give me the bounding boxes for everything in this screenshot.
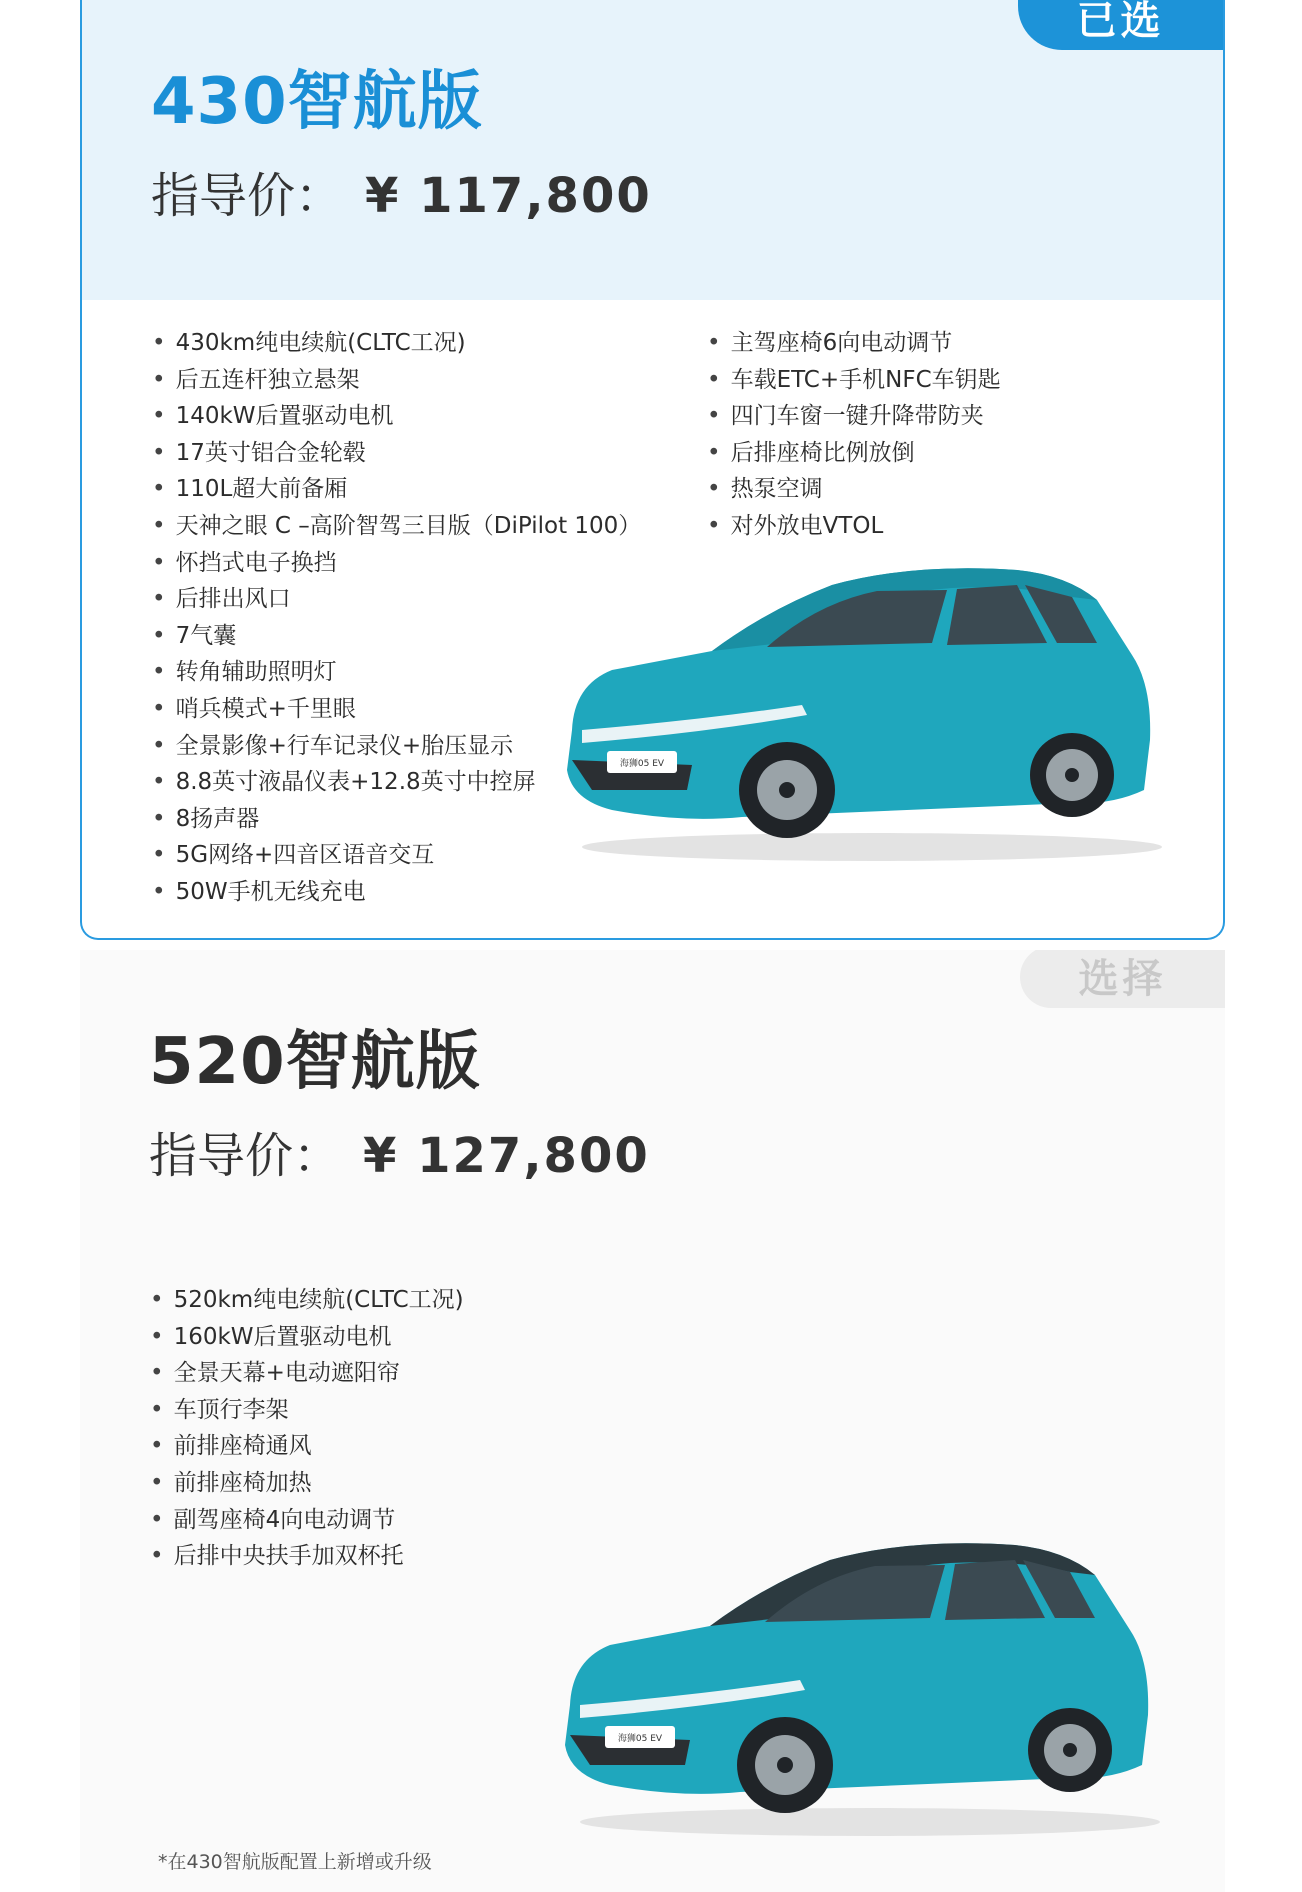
feature-item: • 车载ETC+手机NFC车钥匙	[707, 362, 1001, 399]
car-image	[552, 555, 1172, 875]
trim-card-520[interactable]	[80, 950, 1225, 1892]
feature-item: • 430km纯电续航(CLTC工况)	[152, 325, 641, 362]
feature-item: • 8扬声器	[152, 801, 641, 838]
feature-item: • 17英寸铝合金轮毂	[152, 435, 641, 472]
price-value: ¥ 127,800	[363, 1128, 650, 1184]
price-row	[149, 1128, 650, 1184]
feature-item: • 对外放电VTOL	[707, 508, 1001, 545]
feature-item: • 110L超大前备厢	[152, 471, 641, 508]
feature-item: • 后排中央扶手加双杯托	[150, 1538, 464, 1575]
feature-item: • 前排座椅通风	[150, 1428, 464, 1465]
feature-item: • 后五连杆独立悬架	[152, 362, 641, 399]
car-plate: 海狮05 EV	[617, 1734, 663, 1744]
feature-item: • 主驾座椅6向电动调节	[707, 325, 1001, 362]
feature-item: • 天神之眼 C –高阶智驾三目版（DiPilot 100）	[152, 508, 641, 545]
feature-item: • 怀挡式电子换挡	[152, 545, 641, 582]
price-value: ¥ 117,800	[365, 168, 652, 224]
feature-item: • 后排座椅比例放倒	[707, 435, 1001, 472]
feature-item: • 哨兵模式+千里眼	[152, 691, 641, 728]
feature-item: • 7气囊	[152, 618, 641, 655]
car-image	[550, 1530, 1170, 1850]
feature-item: • 8.8英寸液晶仪表+12.8英寸中控屏	[152, 764, 641, 801]
footnote: *在430智航版配置上新增或升级	[158, 1851, 432, 1873]
feature-item: • 转角辅助照明灯	[152, 654, 641, 691]
trim-title: 430智航版	[151, 65, 483, 139]
feature-item: • 全景影像+行车记录仪+胎压显示	[152, 728, 641, 765]
feature-item: • 车顶行李架	[150, 1392, 464, 1429]
price-label: 指导价：	[151, 168, 344, 224]
price-label: 指导价：	[149, 1128, 342, 1184]
feature-item: • 520km纯电续航(CLTC工况)	[150, 1282, 464, 1319]
feature-item: • 50W手机无线充电	[152, 874, 641, 911]
feature-item: • 前排座椅加热	[150, 1465, 464, 1502]
select-button[interactable]: 选择	[1020, 950, 1225, 1008]
trim-card-430[interactable]	[80, 0, 1225, 940]
feature-list-right	[707, 325, 1001, 545]
feature-item: • 5G网络+四音区语音交互	[152, 837, 641, 874]
selected-badge[interactable]: 已选	[1018, 0, 1223, 50]
price-row	[151, 168, 652, 224]
feature-item: • 四门车窗一键升降带防夹	[707, 398, 1001, 435]
car-plate: 海狮05 EV	[619, 759, 665, 769]
feature-item: • 热泵空调	[707, 471, 1001, 508]
trim-title: 520智航版	[149, 1025, 481, 1099]
feature-item: • 全景天幕+电动遮阳帘	[150, 1355, 464, 1392]
feature-item: • 140kW后置驱动电机	[152, 398, 641, 435]
feature-item: • 副驾座椅4向电动调节	[150, 1502, 464, 1539]
feature-item: • 160kW后置驱动电机	[150, 1319, 464, 1356]
feature-item: • 后排出风口	[152, 581, 641, 618]
feature-list-left	[150, 1282, 464, 1575]
